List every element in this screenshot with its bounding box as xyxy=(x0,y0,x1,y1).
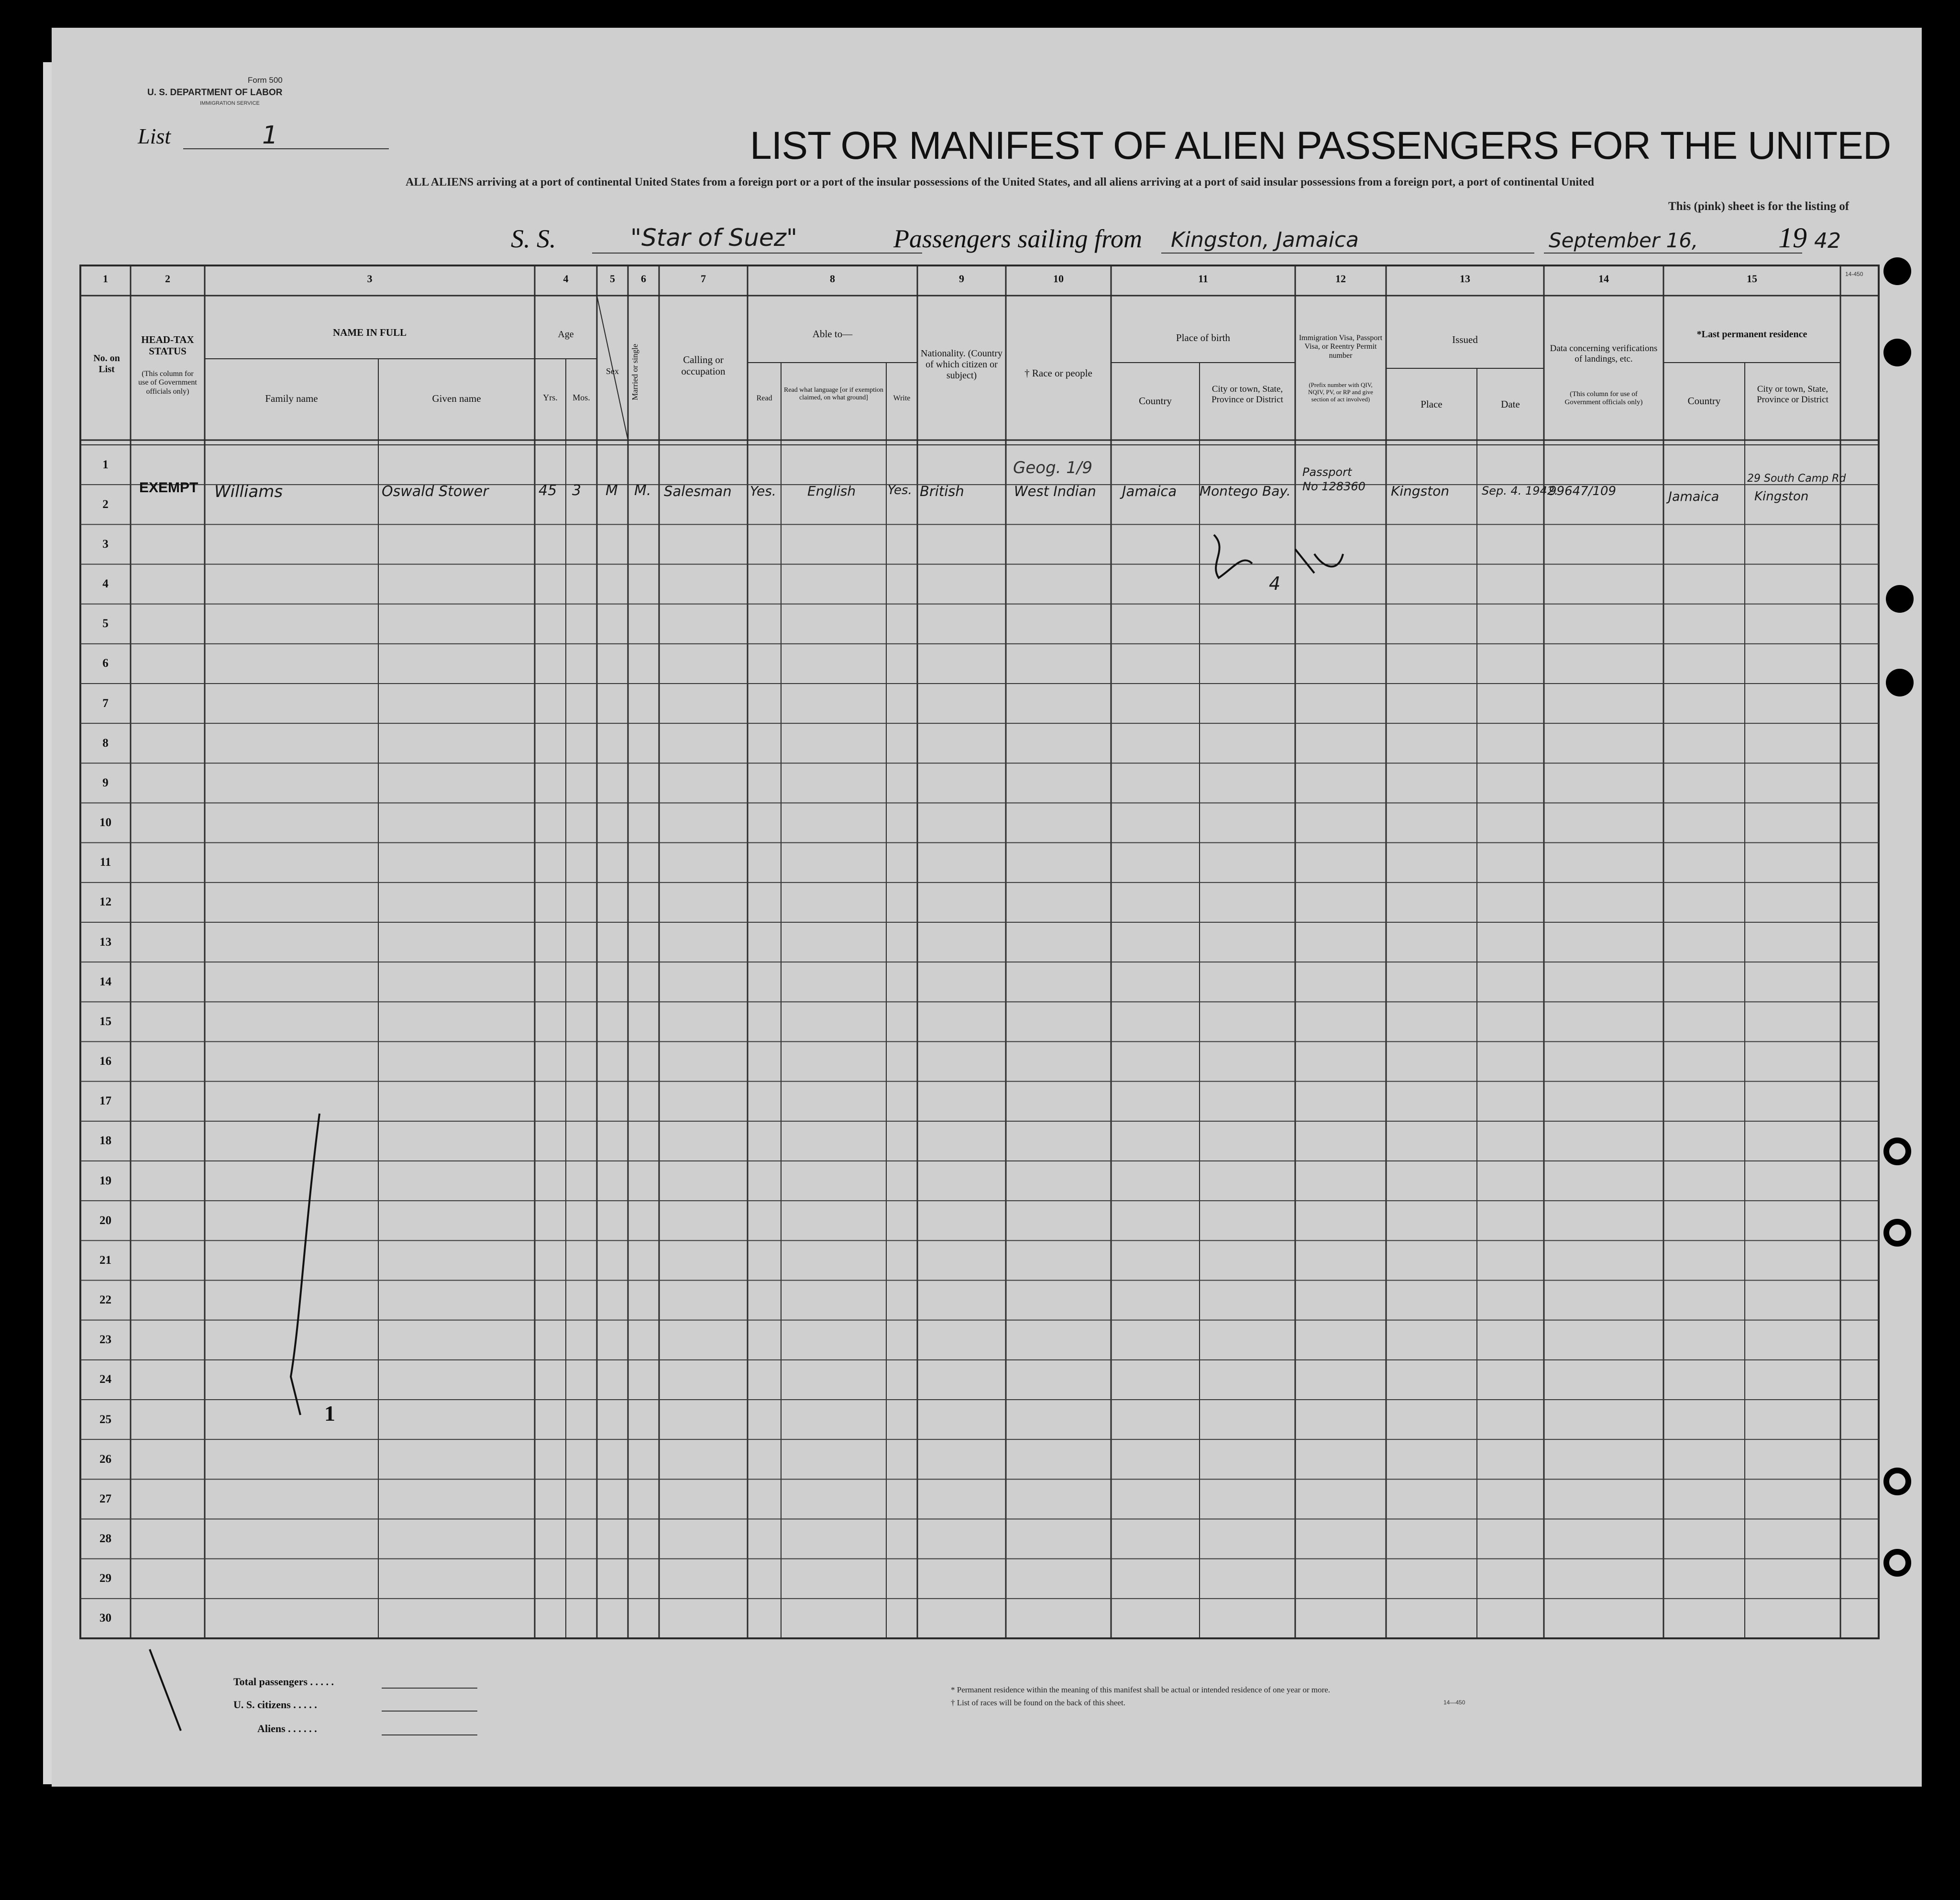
ss-label: S. S. xyxy=(511,224,556,253)
header-nationality: Nationality. (Country of which citizen or subject) xyxy=(921,348,1002,381)
footer-total-passengers: Total passengers . . . . . xyxy=(233,1676,334,1688)
visa-number-line2: No 128360 xyxy=(1302,480,1365,493)
row-number: 12 xyxy=(99,895,111,909)
footer-citizens-line xyxy=(382,1711,477,1712)
column-number: 4 xyxy=(563,273,569,285)
column-number: 13 xyxy=(1460,273,1470,285)
year-suffix: 42 xyxy=(1814,229,1841,253)
binder-hole xyxy=(1886,585,1914,613)
column-number: 15 xyxy=(1747,273,1757,285)
nationality: British xyxy=(920,483,964,499)
visa-number-line1: Passport xyxy=(1302,465,1352,479)
row-number: 25 xyxy=(99,1413,111,1426)
column-number: 2 xyxy=(165,273,170,285)
header-read-language: Read what language [or if exemption claimed, on what ground] xyxy=(784,387,883,402)
footer-note-residence: * Permanent residence within the meaning of this manifest shall be actual or intended residence of one year or more. xyxy=(951,1685,1331,1694)
header-mos: Mos. xyxy=(573,393,590,402)
row-number: 11 xyxy=(99,856,111,869)
row-number: 22 xyxy=(99,1293,111,1307)
header-able-to: Able to— xyxy=(812,328,853,340)
header-city-town: City or town, State, Province or District xyxy=(1211,384,1283,405)
age-years: 45 xyxy=(539,482,557,499)
footer-total-line xyxy=(382,1688,477,1689)
header-write: Write xyxy=(893,394,911,402)
row-number: 9 xyxy=(102,776,109,789)
can-read: Yes. xyxy=(750,483,776,499)
column-number: 9 xyxy=(959,273,964,285)
occupation: Salesman xyxy=(664,483,732,499)
column-number: 7 xyxy=(701,273,706,285)
header-landings-note: (This column for use of Government officials only) xyxy=(1564,390,1643,407)
column-number: 5 xyxy=(610,273,615,285)
birth-scribble: 4 xyxy=(1269,573,1281,594)
sailing-from-label: Passengers sailing from xyxy=(893,224,1143,253)
service-label: IMMIGRATION SERVICE xyxy=(200,100,260,106)
sailing-from-port: Kingston, Jamaica xyxy=(1171,228,1359,252)
header-landings: Data concerning verifications of landings, etc. xyxy=(1550,343,1658,364)
binder-hole xyxy=(1883,1219,1911,1247)
header-yrs: Yrs. xyxy=(543,393,558,402)
header-head-tax: HEAD-TAX STATUS xyxy=(141,334,194,357)
age-months: 3 xyxy=(572,482,582,499)
header-head-tax-note: (This column for use of Government officials only) xyxy=(138,370,197,396)
column-number: 3 xyxy=(367,273,373,285)
header-sex: Sex xyxy=(606,366,619,376)
landing-verification: 99647/109 xyxy=(1549,484,1617,498)
header-visa-note: (Prefix number with QIV, NQIV, PV, or RP and give section of act involved) xyxy=(1308,381,1373,403)
form-number: Form 500 xyxy=(248,76,283,85)
header-married: Married or single xyxy=(630,343,640,400)
header-read: Read xyxy=(756,394,772,402)
manifest-subtitle-1: ALL ALIENS arriving at a port of continental United States from a foreign port or a port of the insular possessions of the United States, and all aliens arriving at a port of said insular possessions from a foreign port, a port of continental United xyxy=(406,176,1594,188)
header-visa: Immigration Visa, Passport Visa, or Reentry Permit number xyxy=(1299,334,1383,360)
column-number: 1 xyxy=(103,273,108,285)
header-country: Country xyxy=(1139,395,1172,407)
column-number: 6 xyxy=(641,273,646,285)
header-calling: Calling or occupation xyxy=(681,354,726,377)
manifest-subtitle-2: This (pink) sheet is for the listing of xyxy=(1668,200,1850,213)
header-date: Date xyxy=(1501,398,1520,410)
given-name: Oswald Stower xyxy=(382,483,489,500)
binder-hole xyxy=(1883,339,1911,366)
issued-place: Kingston xyxy=(1391,483,1450,499)
family-name: Williams xyxy=(214,482,283,501)
manifest-title: LIST OR MANIFEST OF ALIEN PASSENGERS FOR THE UNITED xyxy=(750,124,1891,167)
sailing-date: September 16, xyxy=(1549,229,1698,252)
column-number: 10 xyxy=(1053,273,1064,285)
column-number: 8 xyxy=(830,273,835,285)
row-number: 5 xyxy=(102,617,109,630)
head-tax-status: EXEMPT xyxy=(139,480,198,496)
header-place-of-birth: Place of birth xyxy=(1176,332,1231,343)
sex: M xyxy=(606,482,618,499)
header-no-on-list: No. on List xyxy=(93,353,120,375)
residence-city-line2: Kingston xyxy=(1754,489,1809,504)
binder-hole xyxy=(1886,669,1914,696)
residence-country: Jamaica xyxy=(1668,489,1719,504)
list-label: List xyxy=(138,124,171,148)
handwritten-initials xyxy=(1214,535,1252,578)
pencil-check xyxy=(150,1649,181,1731)
row-number: 13 xyxy=(99,935,111,949)
header-family-name: Family name xyxy=(265,393,318,404)
row-number: 26 xyxy=(99,1452,111,1466)
residence-city-line1: 29 South Camp Rd xyxy=(1747,473,1846,485)
row-number: 8 xyxy=(102,736,109,750)
manifest-sheet xyxy=(52,28,1922,1787)
header-residence-country: Country xyxy=(1687,395,1721,407)
header-age: Age xyxy=(558,329,574,340)
manifest-grid xyxy=(52,28,1922,1787)
year-prefix: 19 xyxy=(1778,222,1807,254)
footer-us-citizens: U. S. citizens . . . . . xyxy=(233,1699,317,1711)
row-number: 23 xyxy=(99,1333,111,1347)
row-number: 24 xyxy=(99,1373,111,1386)
footer-aliens: Aliens . . . . . . xyxy=(257,1723,317,1734)
pencil-stroke xyxy=(291,1114,319,1415)
footer-code: 14—450 xyxy=(1443,1699,1465,1706)
binder-hole xyxy=(1883,1138,1911,1165)
row-number: 17 xyxy=(99,1094,111,1108)
issued-date: Sep. 4. 1942. xyxy=(1482,484,1558,497)
row-number: 14 xyxy=(99,975,111,988)
race-scribble: Geog. 1/9 xyxy=(1013,458,1092,477)
row-number: 7 xyxy=(102,696,109,710)
binder-hole xyxy=(1883,257,1911,285)
row-number: 6 xyxy=(102,657,109,670)
row-number: 4 xyxy=(102,577,109,591)
footer-aliens-line xyxy=(382,1734,477,1735)
header-last-residence: *Last permanent residence xyxy=(1696,329,1807,340)
race: West Indian xyxy=(1014,483,1096,499)
form-code-top: 14-450 xyxy=(1845,271,1863,277)
header-given-name: Given name xyxy=(432,393,481,404)
binder-hole xyxy=(1883,1468,1911,1495)
row-number: 19 xyxy=(99,1174,111,1187)
row-number: 29 xyxy=(99,1572,111,1585)
row-number: 2 xyxy=(102,497,109,511)
row-number: 16 xyxy=(99,1055,111,1068)
list-number: 1 xyxy=(262,121,278,150)
row-number: 1 xyxy=(102,458,109,471)
row-number: 15 xyxy=(99,1015,111,1028)
row-number: 10 xyxy=(99,816,111,829)
header-residence-city: City or town, State, Province or District xyxy=(1757,384,1828,405)
row-number: 3 xyxy=(102,537,109,551)
binder-hole xyxy=(1883,1549,1911,1577)
row-number: 30 xyxy=(99,1612,111,1625)
header-name-in-full: NAME IN FULL xyxy=(332,327,407,338)
marital-status: M. xyxy=(634,482,651,499)
row-number: 21 xyxy=(99,1253,111,1267)
handwritten-pm xyxy=(1295,549,1343,573)
header-place: Place xyxy=(1420,398,1442,410)
birth-country: Jamaica xyxy=(1122,483,1177,499)
read-language: English xyxy=(807,483,856,499)
column-number: 11 xyxy=(1198,273,1208,285)
department-label: U. S. DEPARTMENT OF LABOR xyxy=(147,88,283,98)
tally-number: 1 xyxy=(324,1401,335,1425)
footer-note-races: † List of races will be found on the back of this sheet. xyxy=(951,1698,1125,1707)
column-number: 14 xyxy=(1598,273,1609,285)
birth-city: Montego Bay. xyxy=(1200,483,1291,499)
row-number: 20 xyxy=(99,1214,111,1227)
column-number: 12 xyxy=(1335,273,1346,285)
header-race: † Race or people xyxy=(1024,367,1092,379)
ship-name: "Star of Suez" xyxy=(630,224,797,252)
can-write: Yes. xyxy=(888,483,912,497)
row-number: 18 xyxy=(99,1134,111,1148)
header-issued: Issued xyxy=(1452,334,1478,345)
row-number: 28 xyxy=(99,1532,111,1546)
row-number: 27 xyxy=(99,1492,111,1505)
